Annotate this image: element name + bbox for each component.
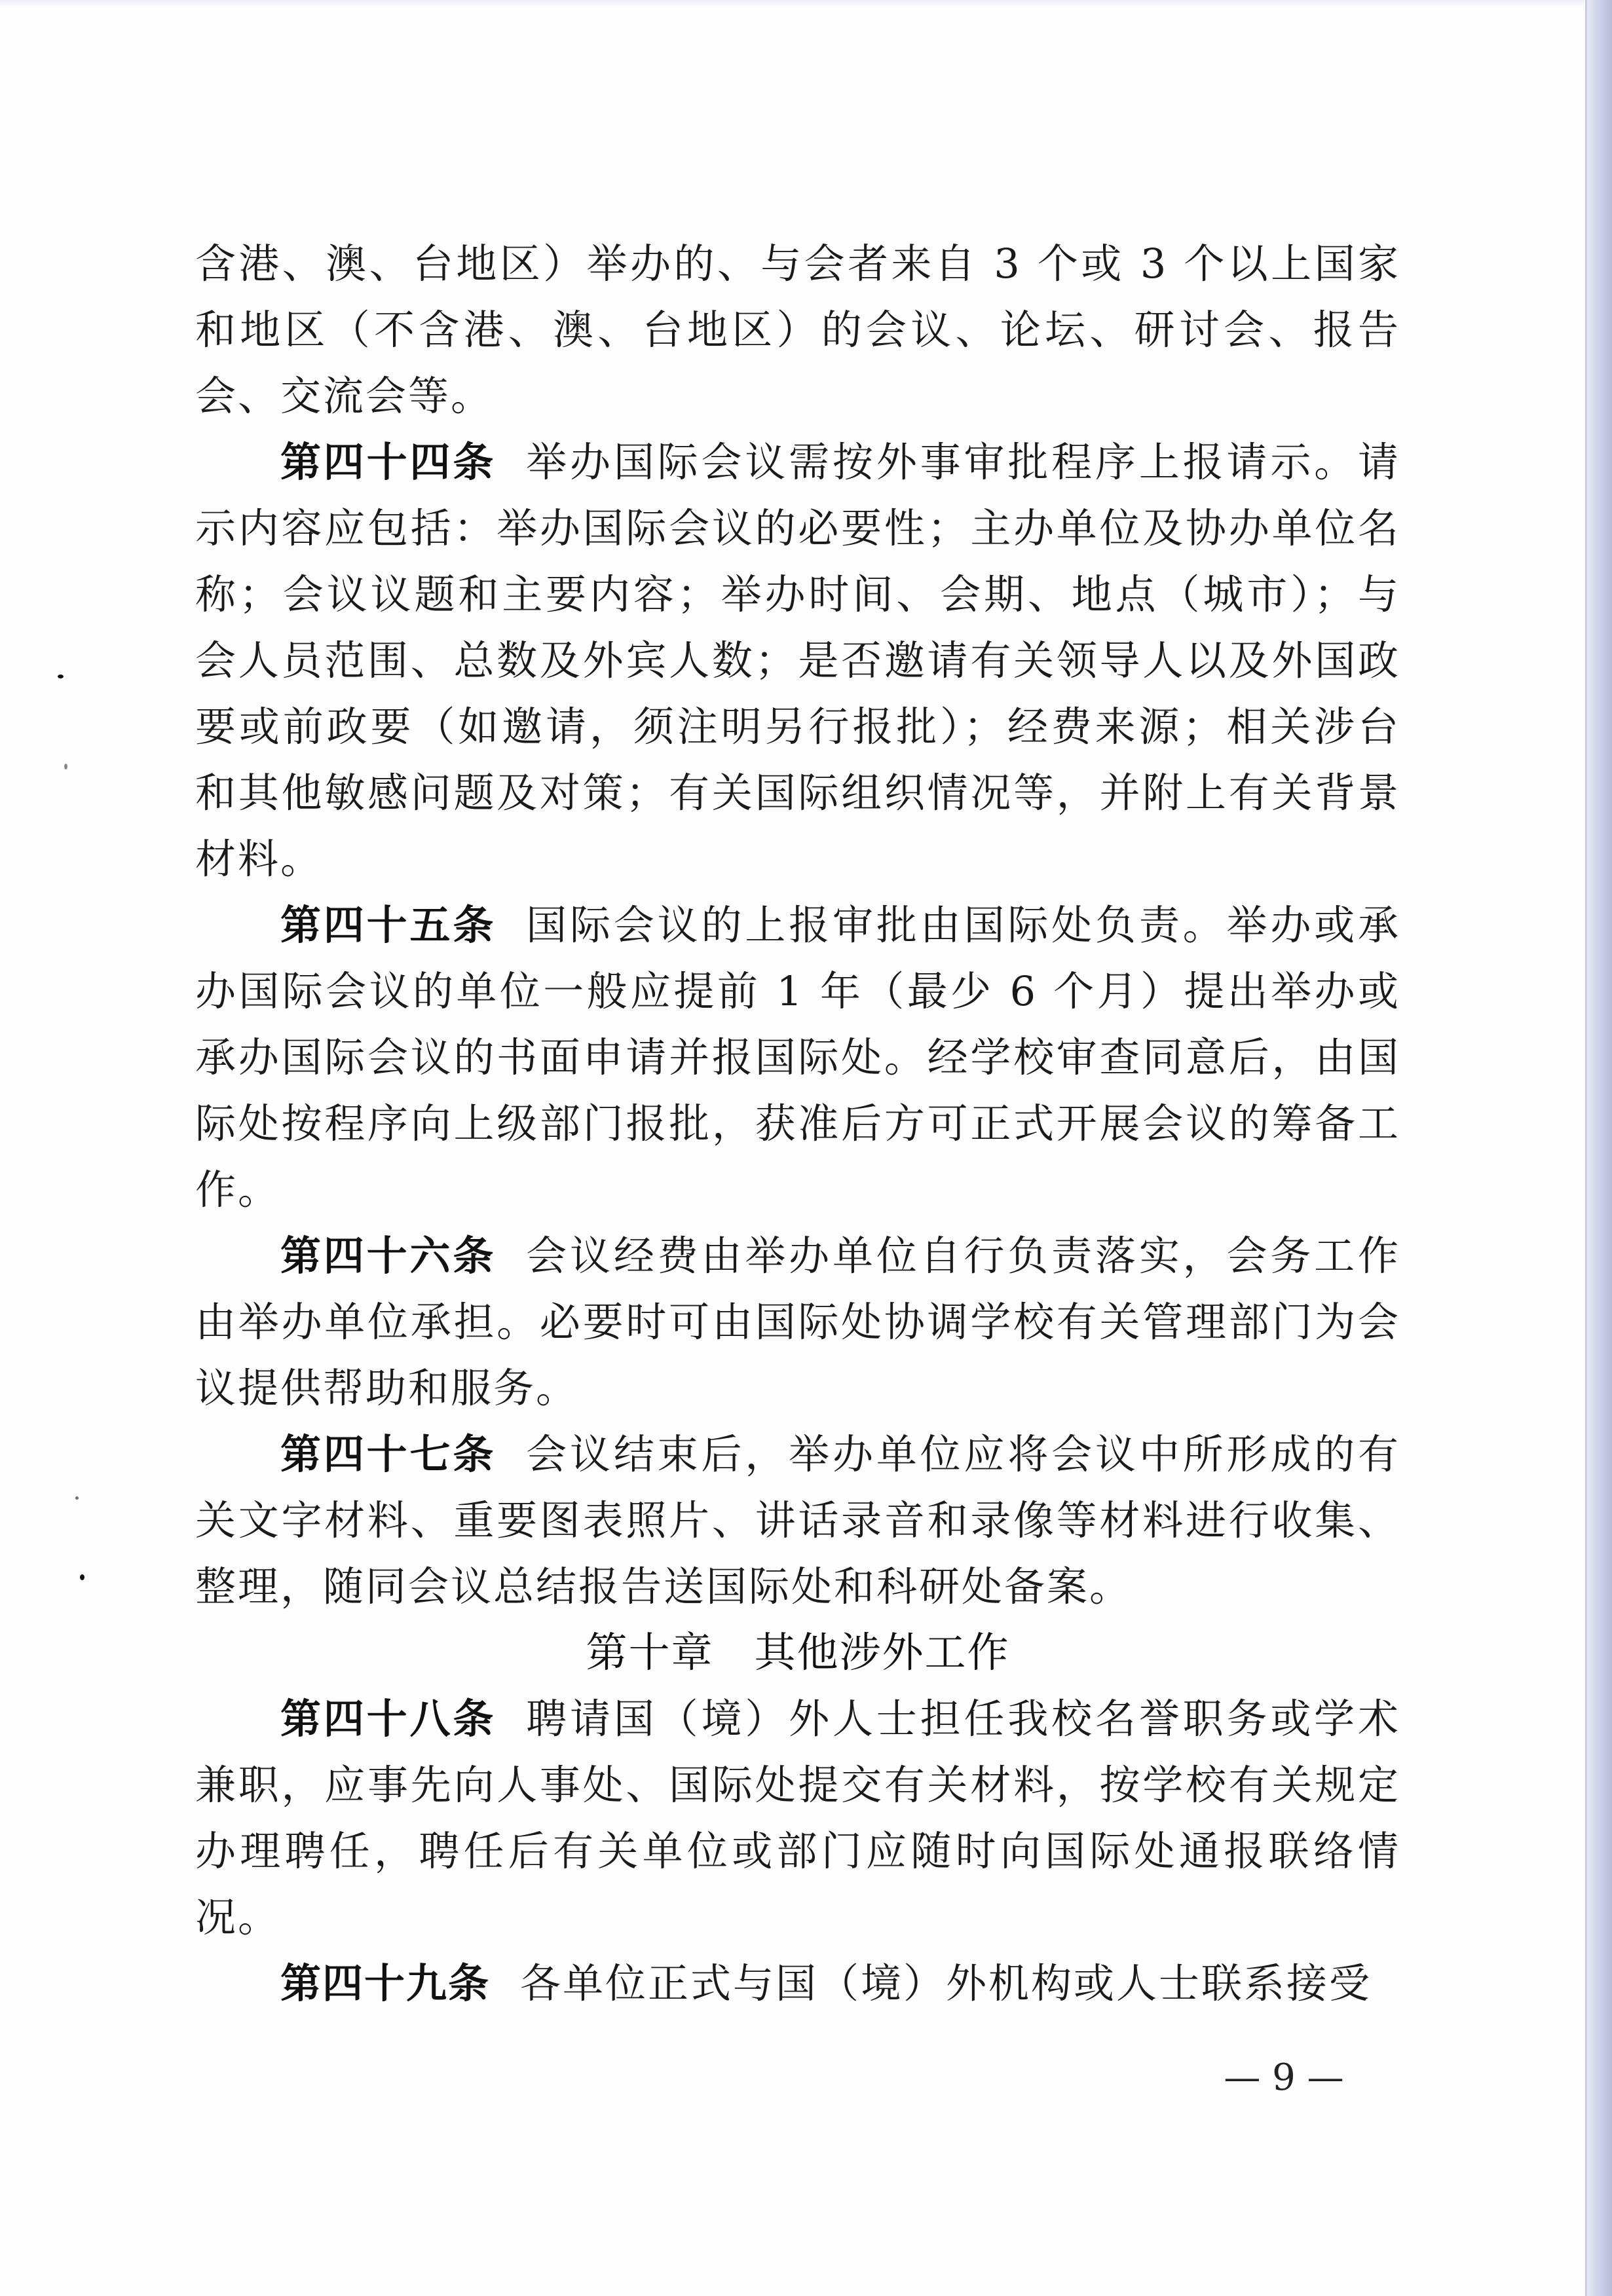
article-heading: 第四十八条 (280, 1695, 497, 1743)
page-number: — 9 — (1224, 2056, 1344, 2099)
article-49 (195, 1950, 1400, 2016)
article-48 (195, 1686, 1400, 1950)
article-47 (195, 1421, 1400, 1620)
document-body (195, 231, 1400, 2016)
scan-speck (80, 1574, 84, 1580)
page-right-edge (1587, 0, 1612, 2296)
paragraph-text: 含港、澳、台地区）举办的、与会者来自 3 个或 3 个以上国家和地区（不含港、澳、台地区）的会议、论坛、研讨会、报告会、交流会等。 (195, 240, 1400, 420)
article-text: 聘请国（境）外人士担任我校名誉职务或学术兼职，应事先向人事处、国际处提交有关材料，按学校有关规定办理聘任，聘任后有关单位或部门应随时向国际处通报联络情况。 (195, 1695, 1400, 1941)
page-top-edge (0, 0, 1612, 7)
chapter-heading: 第十章 其他涉外工作 (586, 1629, 1010, 1676)
article-text: 国际会议的上报审批由国际处负责。举办或承办国际会议的单位一般应提前 1 年（最少 6 个月）提出举办或承办国际会议的书面申请并报国际处。经学校审查同意后，由国际处按程序向上级部门报批，获准后方可正式开展会议的筹备工作。 (195, 901, 1400, 1213)
article-44 (195, 429, 1400, 892)
article-46 (195, 1223, 1400, 1421)
article-heading: 第四十四条 (280, 438, 497, 486)
article-heading: 第四十六条 (280, 1232, 497, 1280)
paragraph-continuation (195, 231, 1400, 429)
scan-speck (58, 675, 64, 678)
article-text: 举办国际会议需按外事审批程序上报请示。请示内容应包括：举办国际会议的必要性；主办单位及协办单位名称；会议议题和主要内容；举办时间、会期、地点（城市）；与会人员范围、总数及外宾人数；是否邀请有关领导人以及外国政要或前政要（如邀请，须注明另行报批）；经费来源；相关涉台和其他敏感问题及对策；有关国际组织情况等，并附上有关背景材料。 (195, 438, 1400, 883)
article-text: 会议结束后，举办单位应将会议中所形成的有关文字材料、重要图表照片、讲话录音和录像等材料进行收集、整理，随同会议总结报告送国际处和科研处备案。 (195, 1430, 1400, 1610)
article-text: 会议经费由举办单位自行负责落实，会务工作由举办单位承担。必要时可由国际处协调学校有关管理部门为会议提供帮助和服务。 (195, 1232, 1400, 1412)
scan-speck (64, 764, 67, 769)
scan-speck (75, 1496, 79, 1500)
article-heading: 第四十七条 (280, 1430, 497, 1478)
article-heading: 第四十五条 (280, 901, 497, 949)
article-text: 各单位正式与国（境）外机构或人士联系接受 (520, 1959, 1372, 2007)
article-45 (195, 892, 1400, 1223)
article-heading: 第四十九条 (280, 1959, 491, 2007)
